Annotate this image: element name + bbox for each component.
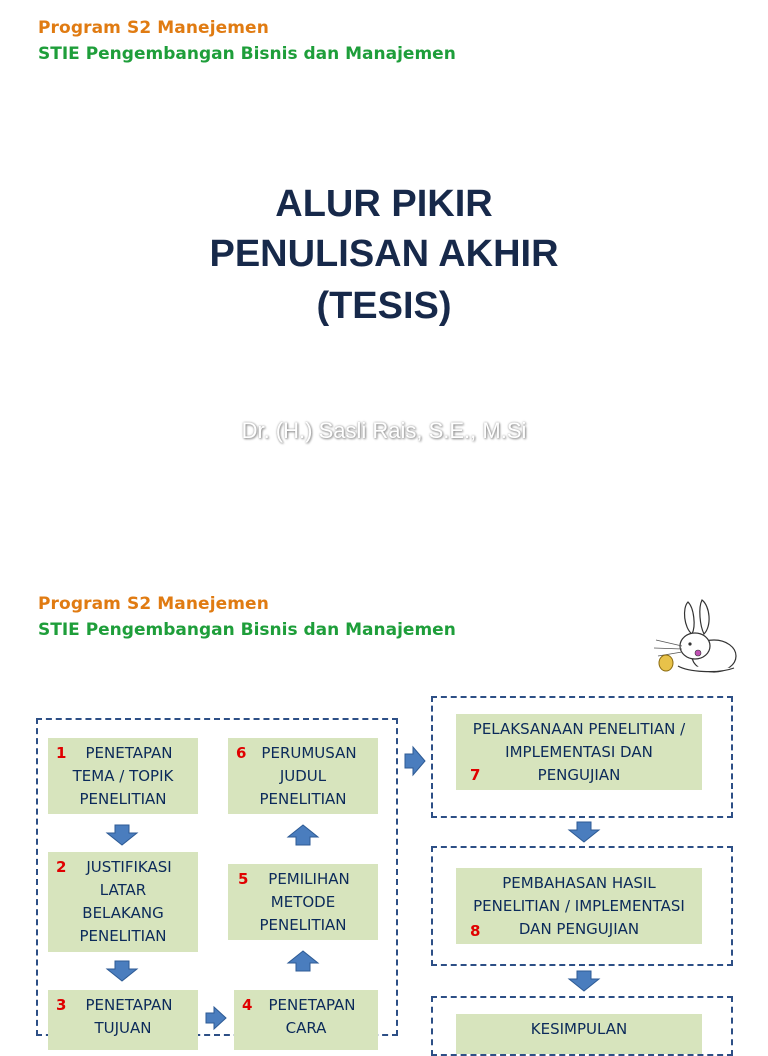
program-header: Program S2 Manejemen	[38, 594, 269, 614]
step-8-box	[456, 868, 702, 944]
step-5-line: PENELITIAN	[259, 916, 347, 934]
title-line-3: (TESIS)	[316, 285, 452, 327]
step-8-line: PENELITIAN / IMPLEMENTASI	[473, 897, 685, 915]
step-4-line: CARA	[285, 1019, 327, 1037]
step-7-line: IMPLEMENTASI DAN	[505, 743, 653, 761]
step-1-line: TEMA / TOPIK	[72, 767, 174, 785]
step-3-line: TUJUAN	[94, 1019, 152, 1037]
step-5-number: 5	[238, 870, 249, 888]
step-4-number: 4	[242, 996, 253, 1014]
arrow-down-icon	[105, 824, 139, 846]
flow-slide	[0, 512, 768, 1038]
step-2-line: JUSTIFIKASI	[86, 858, 172, 876]
step-5-box	[228, 864, 378, 940]
step-4-line: PENETAPAN	[268, 996, 356, 1014]
step-7-line: PENGUJIAN	[537, 766, 621, 784]
step-8-line: PEMBAHASAN HASIL	[502, 874, 656, 892]
step-5-line: METODE	[270, 893, 336, 911]
step-1-number: 1	[56, 744, 67, 762]
step-3-box	[48, 990, 198, 1050]
step-6-box	[228, 738, 378, 814]
title-slide	[0, 0, 768, 512]
arrow-down-icon	[105, 960, 139, 982]
arrow-right-icon	[404, 746, 426, 776]
step-9-box	[456, 1014, 702, 1054]
arrow-right-icon	[205, 1006, 227, 1030]
arrow-down-icon	[567, 821, 601, 843]
step-6-line: JUDUL	[279, 767, 327, 785]
rabbit-icon	[648, 594, 744, 676]
step-7-line: PELAKSANAAN PENELITIAN /	[472, 720, 686, 738]
step-2-line: BELAKANG	[82, 904, 164, 922]
author-name: Dr. (H.) Sasli Rais, S.E., M.Si	[241, 418, 527, 443]
step-6-line: PERUMUSAN	[261, 744, 357, 762]
step-3-line: PENETAPAN	[85, 996, 173, 1014]
step-6-number: 6	[236, 744, 247, 762]
program-header: Program S2 Manejemen	[38, 18, 269, 38]
school-header: STIE Pengembangan Bisnis dan Manajemen	[38, 44, 456, 64]
step-9-line: KESIMPULAN	[530, 1020, 628, 1038]
step-1-box	[48, 738, 198, 814]
step-7-number: 7	[470, 766, 481, 784]
step-2-line: LATAR	[99, 881, 147, 899]
step-1-line: PENELITIAN	[79, 790, 167, 808]
step-3-number: 3	[56, 996, 67, 1014]
arrow-up-icon	[286, 824, 320, 846]
title-line-1: ALUR PIKIR	[275, 183, 493, 225]
step-6-line: PENELITIAN	[259, 790, 347, 808]
step-2-number: 2	[56, 858, 67, 876]
arrow-down-icon	[567, 970, 601, 992]
step-7-box	[456, 714, 702, 790]
arrow-up-icon	[286, 950, 320, 972]
step-5-line: PEMILIHAN	[268, 870, 350, 888]
step-8-line: DAN PENGUJIAN	[518, 920, 640, 938]
step-8-number: 8	[470, 922, 481, 940]
step-1-line: PENETAPAN	[85, 744, 173, 762]
school-header: STIE Pengembangan Bisnis dan Manajemen	[38, 620, 456, 640]
step-2-box	[48, 852, 198, 952]
title-line-2: PENULISAN AKHIR	[209, 233, 559, 275]
step-2-line: PENELITIAN	[79, 927, 167, 945]
step-4-box	[234, 990, 378, 1050]
